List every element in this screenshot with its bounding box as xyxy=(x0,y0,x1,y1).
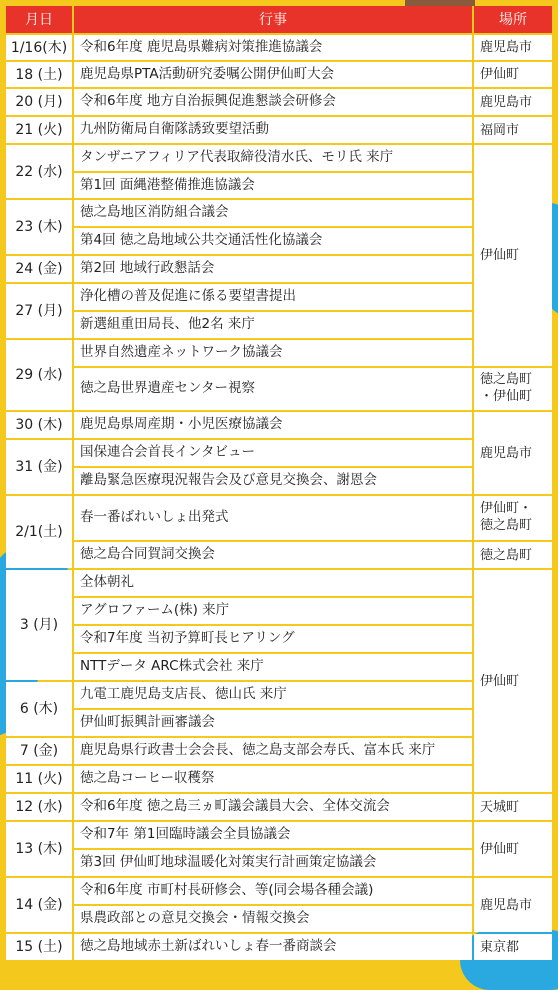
date-cell: 23 (木) xyxy=(6,200,72,254)
place-cell: 天城町 xyxy=(474,794,552,820)
header-date: 月日 xyxy=(6,6,72,33)
place-cell: 伊仙町 xyxy=(474,822,552,876)
event-cell: 第3回 伊仙町地球温暖化対策実行計画策定協議会 xyxy=(74,850,472,876)
event-cell: 令和6年度 徳之島三ヵ町議会議員大会、全体交流会 xyxy=(74,794,472,820)
place-cell: 徳之島町 xyxy=(474,542,552,568)
event-cell: 伊仙町振興計画審議会 xyxy=(74,710,472,736)
date-cell: 20 (月) xyxy=(6,89,72,115)
event-cell: 浄化槽の普及促進に係る要望書提出 xyxy=(74,284,472,310)
event-cell: NTTデータ ARC株式会社 来庁 xyxy=(74,654,472,680)
event-cell: 新選組重田局長、他2名 来庁 xyxy=(74,312,472,338)
date-cell: 31 (金) xyxy=(6,440,72,494)
place-line: 徳之島町 xyxy=(480,372,533,388)
event-cell: 徳之島地区消防組合議会 xyxy=(74,200,472,226)
date-cell: 27 (月) xyxy=(6,284,72,338)
place-cell: 東京都 xyxy=(474,934,552,960)
event-cell: 鹿児島県周産期・小児医療協議会 xyxy=(74,412,472,438)
event-cell: 春一番ばれいしょ出発式 xyxy=(74,496,472,540)
place-cell: 鹿児島市 xyxy=(474,35,552,60)
place-line: 徳之島町 xyxy=(480,518,533,533)
date-cell: 29 (水) xyxy=(6,340,72,410)
date-cell: 3 (月) xyxy=(6,570,72,680)
event-cell: 徳之島世界遺産センター視察 xyxy=(74,368,472,410)
event-cell: 令和6年度 鹿児島県難病対策推進協議会 xyxy=(74,35,472,60)
date-cell: 30 (木) xyxy=(6,412,72,438)
event-cell: 令和7年 第1回臨時議会全員協議会 xyxy=(74,822,472,848)
event-cell: アグロファーム(株) 来庁 xyxy=(74,598,472,624)
date-cell: 22 (水) xyxy=(6,145,72,198)
event-cell: 鹿児島県PTA活動研究委嘱公開伊仙町大会 xyxy=(74,62,472,87)
event-cell: 令和6年度 地方自治振興促進懇談会研修会 xyxy=(74,89,472,115)
event-cell: 第2回 地域行政懇話会 xyxy=(74,256,472,282)
event-cell: 徳之島地域赤土新ばれいしょ春一番商談会 xyxy=(74,934,472,960)
header-event: 行事 xyxy=(74,6,472,33)
event-cell: 徳之島コーヒー収穫祭 xyxy=(74,766,472,792)
date-cell: 7 (金) xyxy=(6,738,72,764)
event-cell: タンザニアフィリア代表取締役清水氏、モリ氏 来庁 xyxy=(74,145,472,171)
event-cell: 離島緊急医療現況報告会及び意見交換会、謝恩会 xyxy=(74,468,472,494)
event-cell: 世界自然遺産ネットワーク協議会 xyxy=(74,340,472,366)
place-cell: 鹿児島市 xyxy=(474,412,552,494)
place-cell: 鹿児島市 xyxy=(474,878,552,932)
event-cell: 第1回 面縄港整備推進協議会 xyxy=(74,173,472,198)
date-cell: 11 (火) xyxy=(6,766,72,792)
place-line: ・伊仙町 xyxy=(480,389,533,404)
event-cell: 県農政部との意見交換会・情報交換会 xyxy=(74,906,472,932)
date-cell: 6 (木) xyxy=(6,682,72,736)
place-cell: 伊仙町 xyxy=(474,145,552,366)
date-cell: 1/16(木) xyxy=(6,35,72,60)
event-cell: 第4回 徳之島地域公共交通活性化協議会 xyxy=(74,228,472,254)
event-cell: 令和7年度 当初予算町長ヒアリング xyxy=(74,626,472,652)
date-cell: 21 (火) xyxy=(6,117,72,143)
date-cell: 14 (金) xyxy=(6,878,72,932)
place-cell: 鹿児島市 xyxy=(474,89,552,115)
date-cell: 15 (土) xyxy=(6,934,72,960)
date-cell: 18 (土) xyxy=(6,62,72,87)
event-cell: 九電工鹿児島支店長、徳山氏 来庁 xyxy=(74,682,472,708)
date-cell: 2/1(土) xyxy=(6,496,72,568)
place-cell xyxy=(474,496,552,540)
event-cell: 九州防衛局自衛隊誘致要望活動 xyxy=(74,117,472,143)
place-cell: 福岡市 xyxy=(474,117,552,143)
place-line: 伊仙町・ xyxy=(480,501,533,517)
date-cell: 13 (木) xyxy=(6,822,72,876)
event-cell: 国保連合会首長インタビュー xyxy=(74,440,472,466)
event-cell: 令和6年度 市町村長研修会、等(同会場各種会議) xyxy=(74,878,472,904)
event-cell: 徳之島合同賀詞交換会 xyxy=(74,542,472,568)
header-place: 場所 xyxy=(474,6,552,33)
event-cell: 全体朝礼 xyxy=(74,570,472,596)
event-cell: 鹿児島県行政書士会会長、徳之島支部会寿氏、富本氏 来庁 xyxy=(74,738,472,764)
place-cell: 伊仙町 xyxy=(474,570,552,792)
date-cell: 24 (金) xyxy=(6,256,72,282)
date-cell: 12 (水) xyxy=(6,794,72,820)
place-cell: 伊仙町 xyxy=(474,62,552,87)
place-cell xyxy=(474,368,552,410)
